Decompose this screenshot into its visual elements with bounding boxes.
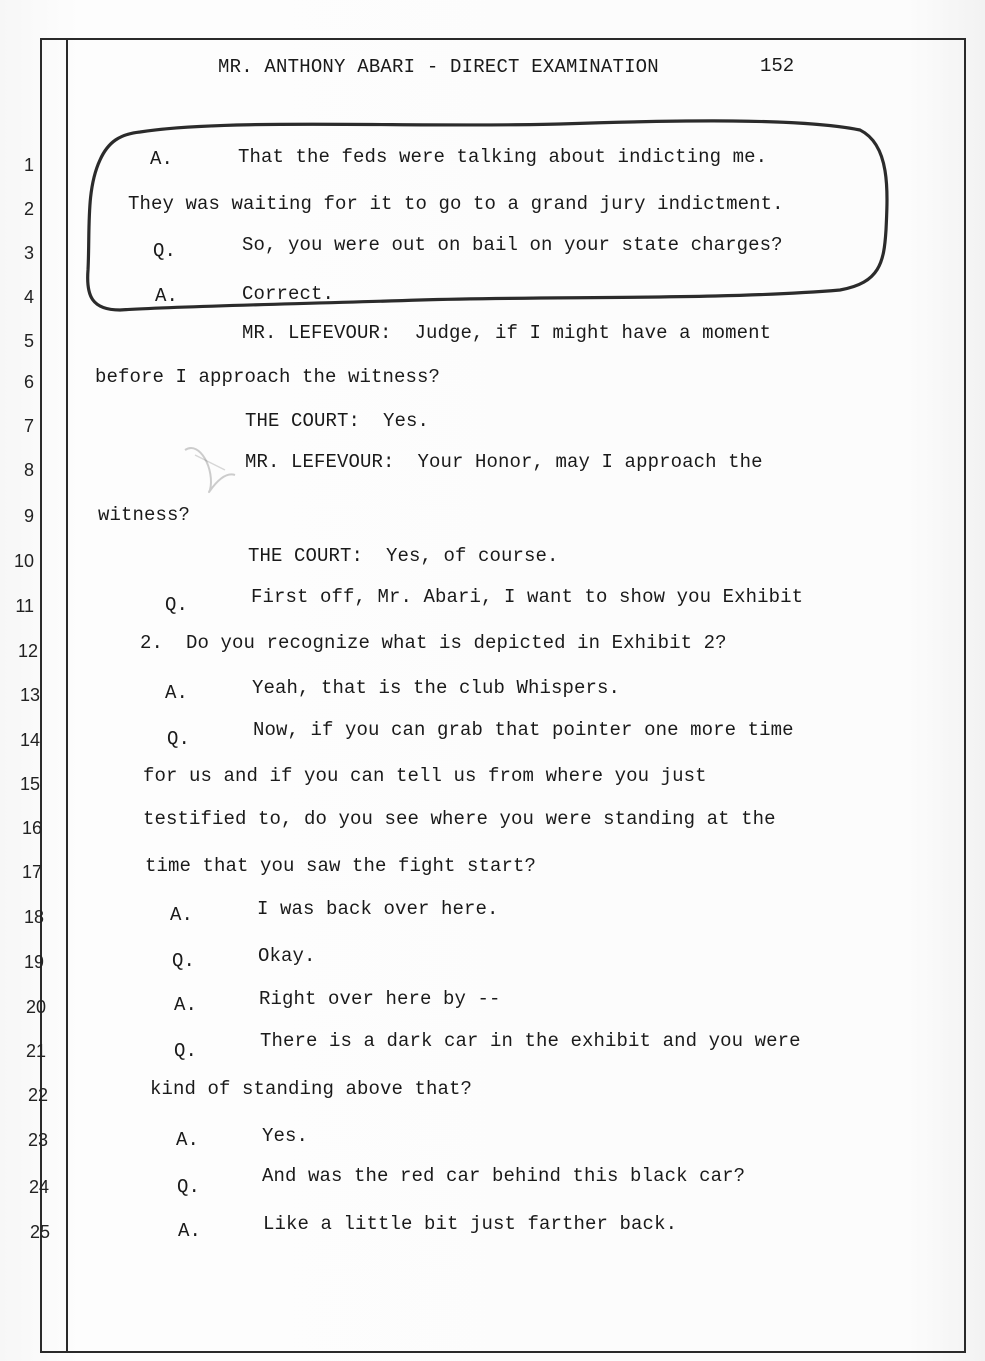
speaker-label: Q.: [153, 240, 177, 262]
line-text: And was the red car behind this black car?: [262, 1165, 746, 1187]
line-number: 6: [23, 372, 34, 392]
line-text: kind of standing above that?: [150, 1078, 473, 1100]
line-number: 20: [25, 997, 46, 1017]
line-number: 19: [23, 952, 44, 972]
speaker-label: Q.: [174, 1040, 198, 1062]
line-text: 2. Do you recognize what is depicted in Exhibit 2?: [140, 632, 727, 654]
line-number: 18: [23, 907, 44, 927]
line-number: 21: [25, 1041, 46, 1061]
line-number: 3: [23, 243, 34, 263]
line-text: So, you were out on bail on your state charges?: [242, 234, 783, 256]
speaker-label: Q.: [177, 1176, 201, 1198]
line-number: 22: [27, 1085, 48, 1105]
line-text: testified to, do you see where you were standing at the: [143, 808, 776, 830]
line-text: There is a dark car in the exhibit and you were: [260, 1030, 801, 1052]
line-text: Okay.: [258, 945, 316, 967]
speaker-label: A.: [165, 682, 189, 704]
line-number: 8: [23, 460, 34, 480]
line-text: before I approach the witness?: [95, 366, 441, 388]
line-number: 11: [15, 596, 34, 616]
line-text: THE COURT: Yes, of course.: [248, 545, 559, 567]
line-number: 24: [28, 1177, 49, 1197]
speaker-label: Q.: [172, 950, 196, 972]
speaker-label: Q.: [165, 594, 189, 616]
speaker-label: A.: [178, 1220, 202, 1242]
line-text: I was back over here.: [257, 898, 499, 920]
line-text: Yeah, that is the club Whispers.: [252, 677, 621, 699]
line-text: Correct.: [242, 283, 335, 305]
line-number: 17: [21, 862, 42, 882]
line-text: They was waiting for it to go to a grand jury indictment.: [128, 193, 784, 215]
line-text: THE COURT: Yes.: [245, 410, 430, 432]
line-text: MR. LEFEVOUR: Your Honor, may I approach the: [245, 451, 763, 473]
line-text: Yes.: [262, 1125, 309, 1147]
line-number: 1: [23, 155, 34, 175]
line-text: Like a little bit just farther back.: [263, 1213, 678, 1235]
line-number: 13: [19, 685, 40, 705]
speaker-label: Q.: [167, 728, 191, 750]
line-text: That the feds were talking about indicting me.: [238, 146, 768, 168]
speaker-label: A.: [174, 994, 198, 1016]
line-number: 5: [23, 331, 34, 351]
speaker-label: A.: [155, 285, 179, 307]
line-text: Right over here by --: [259, 988, 501, 1010]
page-number: 152: [760, 55, 795, 77]
line-number: 25: [29, 1222, 50, 1242]
line-text: time that you saw the fight start?: [145, 855, 537, 877]
line-number: 16: [21, 818, 42, 838]
line-text: MR. LEFEVOUR: Judge, if I might have a moment: [242, 322, 772, 344]
line-number: 23: [27, 1130, 48, 1150]
speaker-label: A.: [170, 904, 194, 926]
line-number: 4: [23, 287, 34, 307]
line-text: witness?: [98, 504, 191, 526]
speaker-label: A.: [176, 1129, 200, 1151]
line-number: 10: [13, 551, 34, 571]
speaker-label: A.: [150, 148, 174, 170]
page-header-title: MR. ANTHONY ABARI - DIRECT EXAMINATION: [218, 56, 659, 78]
line-number: 14: [19, 730, 40, 750]
line-text: for us and if you can tell us from where you just: [143, 765, 707, 787]
line-number: 15: [19, 774, 40, 794]
line-number: 2: [23, 199, 34, 219]
line-text: Now, if you can grab that pointer one more time: [253, 719, 794, 741]
line-number: 9: [23, 506, 34, 526]
line-number: 7: [23, 416, 34, 436]
line-text: First off, Mr. Abari, I want to show you Exhibit: [251, 586, 804, 608]
line-number: 12: [17, 641, 38, 661]
